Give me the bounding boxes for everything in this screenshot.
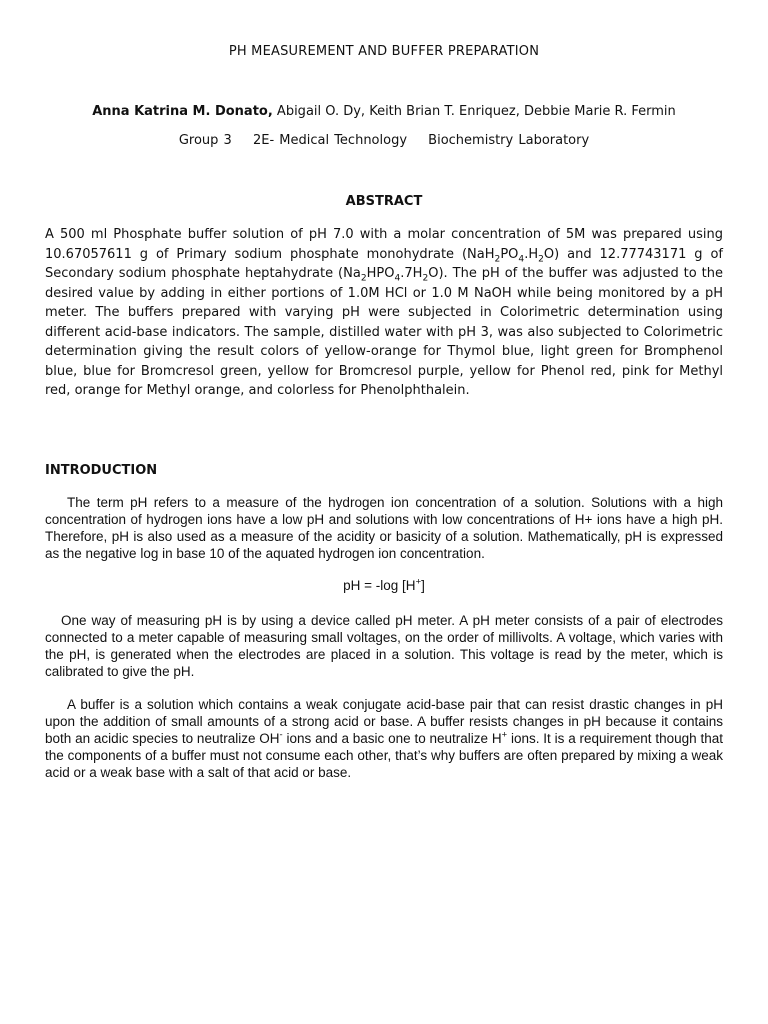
author-list xyxy=(0,104,768,119)
group-label: Group 3 xyxy=(178,133,232,148)
abstract-segment: O) and 12.77743171 g of Secondary sodium phosphate heptahydrate (Na xyxy=(45,246,723,281)
paragraph-segment: ions. It is a requirement though that the components of a buffer must not consume each other, that’s why buffers are often prepared by mixing a weak acid or a weak base with a salt of that acid or base. xyxy=(45,731,724,780)
superscript: + xyxy=(415,576,422,588)
introduction-paragraph-1: The term pH refers to a measure of the hydrogen ion concentration of a solution. Solutions with a high concentration of hydrogen ions have a low pH and solutions with low concentrations of H+ ions have a high pH. Therefore, pH is also used as a measure of the acidity or basicity of a solution. Mathematically, pH is expressed as the negative log in base 10 of the aquated hydrogen ion concentration. xyxy=(45,495,723,561)
co-authors: Abigail O. Dy, Keith Brian T. Enriquez, Debbie Marie R. Fermin xyxy=(272,104,676,119)
subscript: 2 xyxy=(494,254,501,265)
equation-text: pH = -log [H xyxy=(343,578,416,593)
paragraph-segment: A buffer is a solution which contains a weak conjugate acid-base pair that can resist drastic changes in pH upon the addition of small amounts of a strong acid or base. A buffer resists changes in pH because it contains both an acidic species to neutralize OH xyxy=(45,697,723,746)
abstract-heading: ABSTRACT xyxy=(345,194,423,209)
introduction-paragraph-2: One way of measuring pH is by using a device called pH meter. A pH meter consists of a pair of electrodes connected to a meter capable of measuring small voltages, on the order of millivolts. A voltage, which varies with the pH, is generated when the electrodes are placed in a solution. This voltage is read by the meter, which is calibrated to give the pH. xyxy=(45,613,723,679)
subscript: 4 xyxy=(518,254,525,265)
paper-title: PH MEASUREMENT AND BUFFER PREPARATION xyxy=(228,44,540,59)
lead-author: Anna Katrina M. Donato, xyxy=(92,104,273,119)
superscript: - xyxy=(279,729,283,741)
abstract-segment: .7H xyxy=(400,266,423,281)
abstract-segment: .H xyxy=(524,246,539,262)
abstract-segment: O). The pH of the buffer was adjusted to the desired value by adding in either portions of 1.0M HCl or 1.0 M NaOH while being monitored by a pH meter. The buffers prepared with varying pH were subjected in Colorimetric determination using different acid-base indicators. The sample, distilled water with pH 3, was also subjected to Colorimetric determination giving the result colors of yellow-orange for Thymol blue, light green for Bromphenol blue, blue for Bromcresol green, yellow for Bromcresol purple, yellow for Phenol red, pink for Methyl red, orange for Methyl orange, and colorless for Phenolphthalein. xyxy=(45,266,724,398)
paragraph-segment: ions and a basic one to neutralize H xyxy=(282,731,502,746)
abstract-segment: HPO xyxy=(366,266,395,281)
lab-label: Biochemistry Laboratory xyxy=(428,133,590,148)
abstract-segment: PO xyxy=(500,246,519,262)
subscript: 2 xyxy=(360,273,367,284)
subscript: 2 xyxy=(538,254,544,265)
subscript: 2 xyxy=(422,273,429,284)
affiliation-line xyxy=(0,133,768,148)
introduction-paragraph-3 xyxy=(45,696,723,781)
course-label: 2E- Medical Technology xyxy=(252,133,408,148)
ph-equation xyxy=(0,578,768,593)
introduction-heading: INTRODUCTION xyxy=(45,463,158,478)
subscript: 4 xyxy=(394,273,401,284)
abstract-text xyxy=(45,225,723,401)
equation-text: ] xyxy=(421,578,425,593)
abstract-segment: A 500 ml Phosphate buffer solution of pH 7.0 with a molar concentration of 5M was prepared using 10.67057611 g of Primary sodium phosphate monohydrate (NaH xyxy=(45,227,723,262)
superscript: + xyxy=(501,729,508,741)
